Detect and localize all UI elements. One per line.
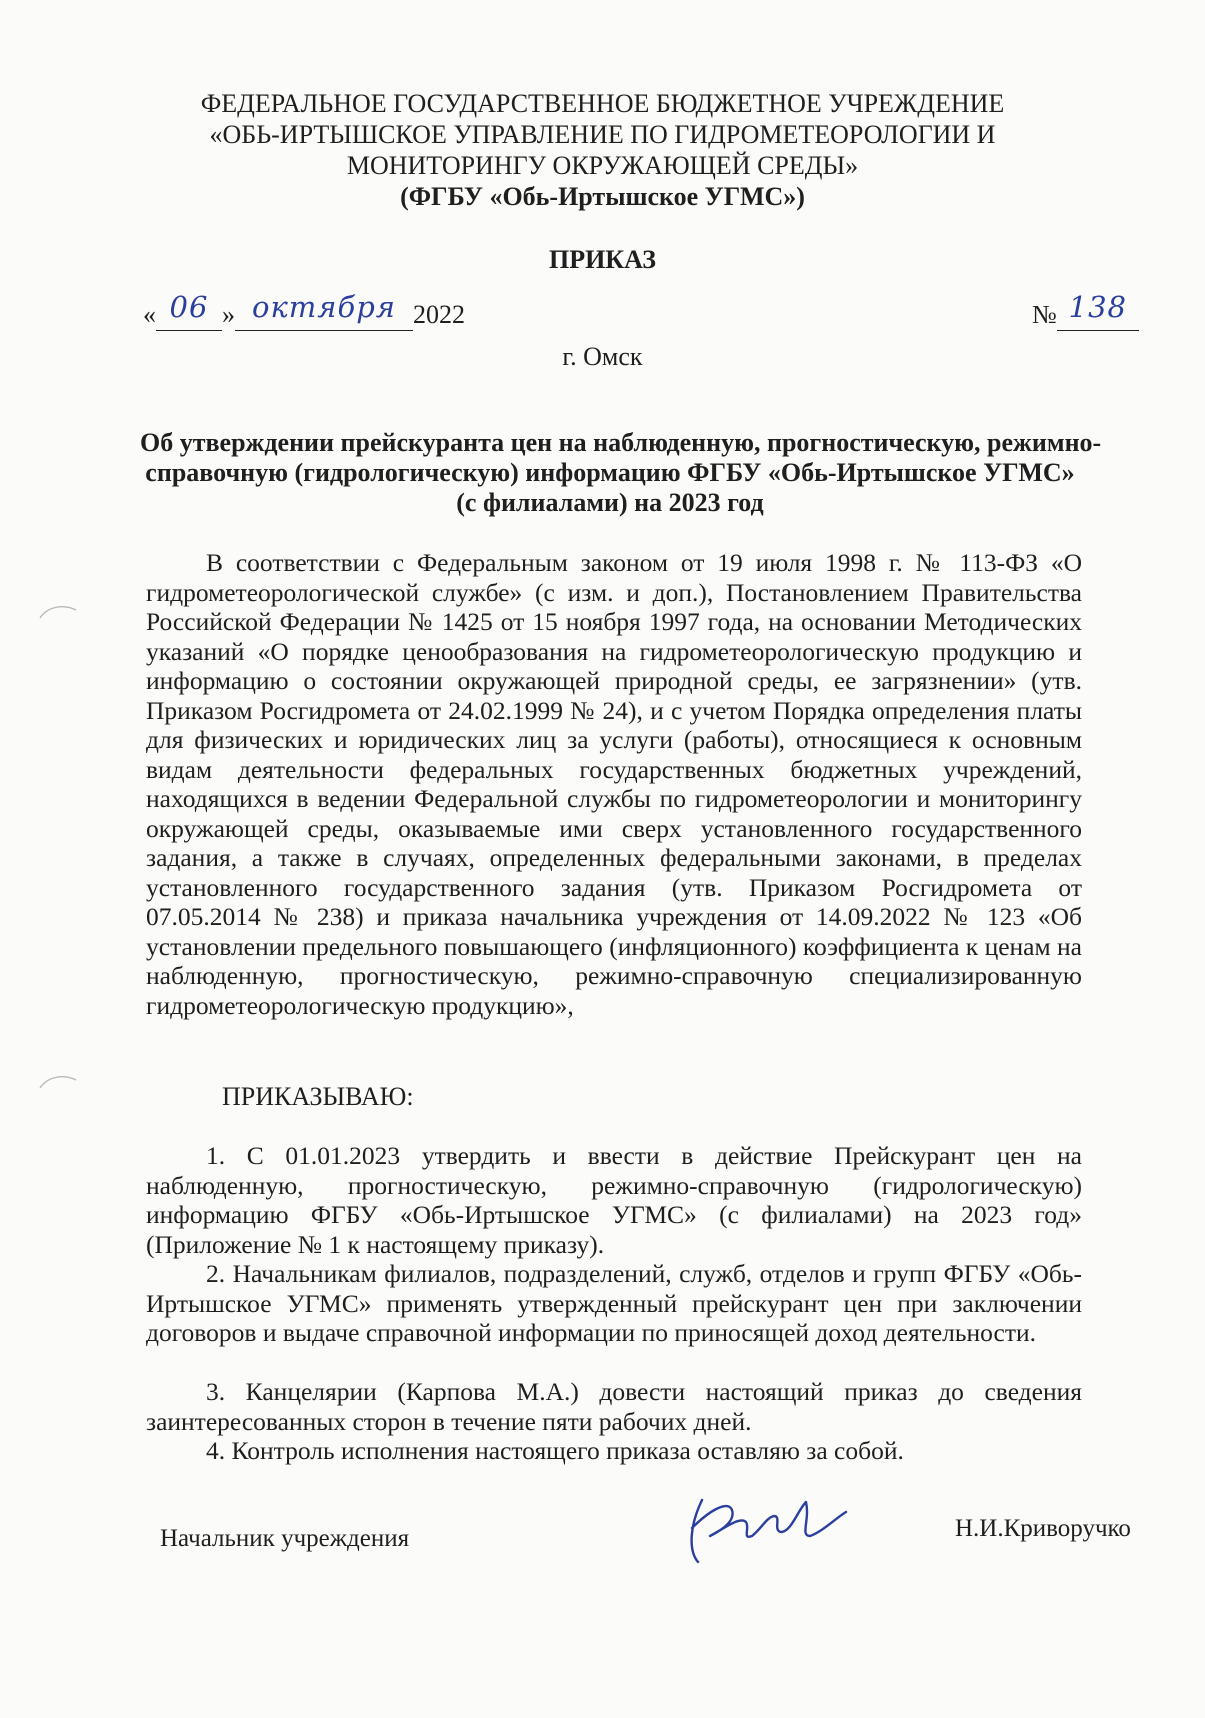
document-city: г. Омск	[562, 342, 643, 371]
subject-line-2: справочную (гидрологическую) информацию ФГБУ «Обь-Иртышское УГМС»	[145, 458, 1075, 487]
order-item-text: 3. Канцелярии (Карпова М.А.) довести настоящий приказ до сведения заинтересованных сторон в течение пяти рабочих дней.	[146, 1377, 1082, 1436]
date-month-field	[235, 290, 413, 331]
order-item-3	[146, 1377, 1082, 1436]
order-item-text: 2. Начальникам филиалов, подразделений, служб, отделов и групп ФГБУ «Обь-Иртышское УГМС» применять утвержденный прейскурант цен при заключении договоров и выдаче справочной информации по приносящей доход деятельности.	[146, 1259, 1082, 1347]
subject-line-1: Об утверждении прейскуранта цен на наблюденную, прогностическую, режимно-	[140, 428, 1102, 457]
number-field	[1057, 290, 1139, 331]
organization-header	[90, 88, 1115, 212]
org-short-name: (ФГБУ «Обь-Иртышское УГМС»)	[400, 182, 805, 211]
order-item-text: 1. С 01.01.2023 утвердить и ввести в действие Прейскурант цен на наблюденную, прогностическую, режимно-справочную (гидрологическую) информацию ФГБУ «Обь-Иртышское УГМС» (с филиалами) на 2023 год» (Приложение № 1 к настоящему приказу).	[146, 1141, 1082, 1259]
date-close-quote: »	[222, 300, 235, 329]
number-handwritten: 138	[1068, 290, 1127, 324]
date-day-field	[156, 290, 222, 331]
date-open-quote: «	[143, 300, 156, 329]
org-name-line-2: «ОБЬ-ИРТЫШСКОЕ УПРАВЛЕНИЕ ПО ГИДРОМЕТЕОРОЛОГИИ И	[209, 120, 996, 149]
order-item-4	[146, 1436, 1082, 1466]
date-month-handwritten: октября	[252, 290, 396, 324]
document-date	[143, 290, 465, 331]
org-name-line-3: МОНИТОРИНГУ ОКРУЖАЮЩЕЙ СРЕДЫ»	[346, 151, 859, 180]
order-item-1	[146, 1141, 1082, 1259]
handwritten-signature	[680, 1470, 850, 1570]
order-item-text: 4. Контроль исполнения настоящего приказа оставляю за собой.	[206, 1436, 904, 1465]
signer-position: Начальник учреждения	[160, 1525, 410, 1552]
preamble-text: В соответствии с Федеральным законом от 19 июля 1998 г. № 113-ФЗ «О гидрометеорологической службе» (с изм. и доп.), Постановлением Правительства Российской Федерации № 1425 от 15 ноября 1997 года, на основании Методических указаний «О порядке ценообразования на гидрометеорологическую продукцию и информацию о состоянии окружающей природной среды, ее загрязнении» (утв. Приказом Росгидромета от 24.02.1999 № 24), и с учетом Порядка определения платы для физических и юридических лиц за услуги (работы), относящиеся к основным видам деятельности федеральных государственных бюджетных учреждений, находящихся в ведении Федеральной службы по гидрометеорологии и мониторингу окружающей среды, оказываемые ими сверх установленного государственного задания, а также в случаях, определенных федеральными законами, в пределах установленного государственного задания (утв. Приказом Росгидромета от 07.05.2014 № 238) и приказа начальника учреждения от 14.09.2022 № 123 «Об установлении предельного повышающего (инфляционного) коэффициента к ценам на наблюденную, прогностическую, режимно-справочную специализированную гидрометеорологическую продукцию»,	[146, 548, 1082, 1020]
date-year: 2022	[413, 300, 465, 329]
subject-line-3: (с филиалами) на 2023 год	[456, 488, 764, 517]
order-item-2	[146, 1259, 1082, 1348]
order-directive: ПРИКАЗЫВАЮ:	[222, 1082, 414, 1111]
preamble-paragraph	[146, 548, 1082, 1020]
document-type: ПРИКАЗ	[548, 245, 657, 274]
signer-name: Н.И.Криворучко	[955, 1515, 1131, 1542]
scan-mark	[38, 1070, 78, 1090]
scan-mark	[38, 600, 78, 620]
org-name-line-1: ФЕДЕРАЛЬНОЕ ГОСУДАРСТВЕННОЕ БЮДЖЕТНОЕ УЧРЕЖДЕНИЕ	[200, 89, 1005, 118]
date-day-handwritten: 06	[169, 290, 209, 324]
document-number	[1032, 290, 1139, 331]
document-subject	[140, 428, 1102, 518]
number-prefix: №	[1032, 300, 1057, 329]
